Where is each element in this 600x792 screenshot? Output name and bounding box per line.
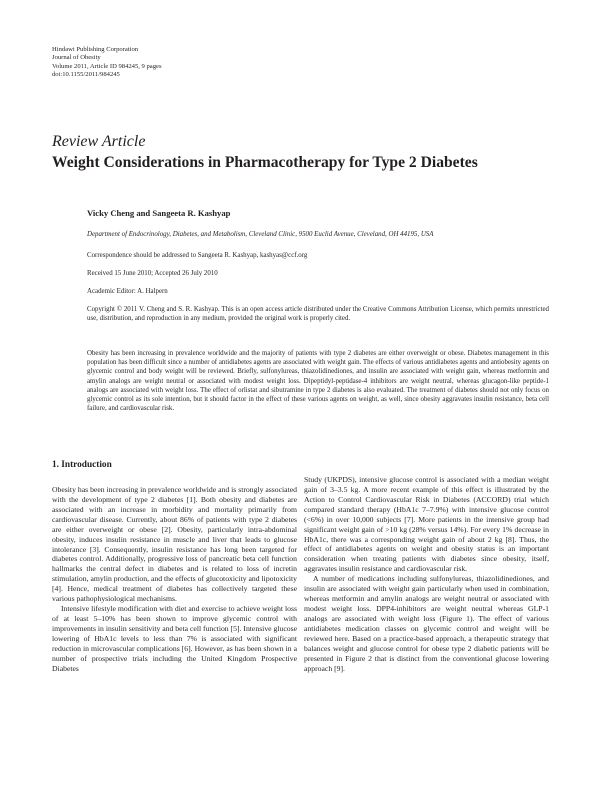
copyright-notice: Copyright © 2011 V. Cheng and S. R. Kashyap. This is an open access article distributed under the Creative Commons Attribution License, which permits unrestricted use, distribution, and reproduction in any medium, provided the original work is properly cited. bbox=[87, 306, 549, 323]
publisher-line: Hindawi Publishing Corporation bbox=[52, 46, 139, 53]
affiliation: Department of Endocrinology, Diabetes, and Metabolism, Cleveland Clinic, 9500 Euclid Avenue, Cleveland, OH 44195, USA bbox=[87, 231, 434, 238]
body-paragraph: Study (UKPDS), intensive glucose control is associated with a median weight gain of 3–3.5 kg. A more recent example of this effect is illustrated by the Action to Control Cardiovascular Risk in Diabetes (ACCORD) trial which compared standard therapy (HbA1c 7–7.9%) with intensive glucose control (<6%) in over 10,000 subjects [7]. More patients in the intensive group had significant weight gain of >10 kg (28% versus 14%). For every 1% decrease in HbA1c, there was a corresponding weight gain of about 2 kg [8]. Thus, the effect of antidiabetes agents on weight and obesity status is an important consideration when treating patients with diabetes since obesity, itself, aggravates insulin resistance and cardiovascular risk. bbox=[304, 475, 549, 574]
abstract: Obesity has been increasing in prevalence worldwide and the majority of patients with type 2 diabetes are either overweight or obese. Diabetes management in this population has been difficult since a number of antidiabetes agents are associated with weight gain. The effects of various antidiabetes agents and antiobesity agents on glycemic control and body weight will be reviewed. Briefly, sulfonylureas, thiazolidinediones, and insulin are associated with weight gain, whereas metformin and amylin analogs are weight neutral or associated with modest weight loss. Dipeptidyl-peptidase-4 inhibitors are weight neutral, whereas glucagon-like peptide-1 analogs are associated with weight loss. The effect of orlistat and sibutramine in type 2 diabetes is also evaluated. The treatment of diabetes should not only focus on glycemic control as its sole intention, but it should factor in the effect of these various agents on weight, as well, since obesity aggravates insulin resistance, beta cell failure, and cardiovascular risk. bbox=[87, 350, 549, 413]
body-paragraph: A number of medications including sulfonylureas, thiazolidinediones, and insulin are associated with weight gain particularly when used in combination, whereas metformin and amylin analogs are weight neutral or associated with modest weight loss. DPP4-inhibitors are weight neutral whereas GLP-1 analogs are associated with weight loss (Figure 1). The effect of various antidiabetes medication classes on glycemic control and weight will be reviewed here. Based on a practice-based approach, a therapeutic strategy that balances weight and glucose control for obese type 2 diabetic patients will be presented in Figure 2 that is distinct from the conventional glucose lowering approach [9]. bbox=[304, 574, 549, 673]
correspondence[interactable]: Correspondence should be addressed to Sangeeta R. Kashyap, kashyas@ccf.org bbox=[87, 252, 308, 259]
body-paragraph: Obesity has been increasing in prevalence worldwide and is strongly associated with the development of type 2 diabetes [1]. Both obesity and diabetes are associated with an increase in morbidity and mortality primarily from cardiovascular disease. Currently, about 86% of patients with type 2 diabetes are either overweight or obese [2]. Obesity, particularly intra-abdominal obesity, induces insulin resistance in muscle and liver that leads to glucose intolerance [3]. Consequently, insulin resistance has long been targeted for diabetes control. Additionally, progressive loss of pancreatic beta cell function hallmarks the central defect in diabetes and is related to loss of incretin stimulation, amylin production, and the effects of glucotoxicity and lipotoxicity [4]. Hence, medical treatment of diabetes has collectively targeted these various pathophysiological mechanisms. bbox=[52, 485, 297, 604]
journal-header bbox=[52, 46, 162, 79]
body-paragraph: Intensive lifestyle modification with diet and exercise to achieve weight loss of at least 5–10% has been shown to improve glycemic control with improvements in insulin sensitivity and beta cell function [5]. Intensive glucose lowering of HbA1c levels to less than 7% is associated with significant reduction in microvascular complications [6]. However, as has been shown in a number of prospective trials including the United Kingdom Prospective Diabetes bbox=[52, 604, 297, 673]
author-list: Vicky Cheng and Sangeeta R. Kashyap bbox=[87, 208, 231, 218]
article-type: Review Article bbox=[52, 133, 146, 150]
left-column bbox=[52, 459, 297, 674]
journal-name: Journal of Obesity bbox=[52, 54, 101, 62]
section-heading: 1. Introduction bbox=[52, 460, 112, 470]
volume-line: Volume 2011, Article ID 984245, 9 pages bbox=[52, 62, 162, 70]
received-date: Received 15 June 2010; Accepted 26 July 2010 bbox=[87, 270, 218, 277]
academic-editor: Academic Editor: A. Halpern bbox=[87, 288, 168, 295]
article-title: Weight Considerations in Pharmacotherapy for Type 2 Diabetes bbox=[52, 154, 478, 171]
doi-line[interactable]: doi:10.1155/2011/984245 bbox=[52, 70, 120, 78]
right-column bbox=[304, 475, 549, 673]
